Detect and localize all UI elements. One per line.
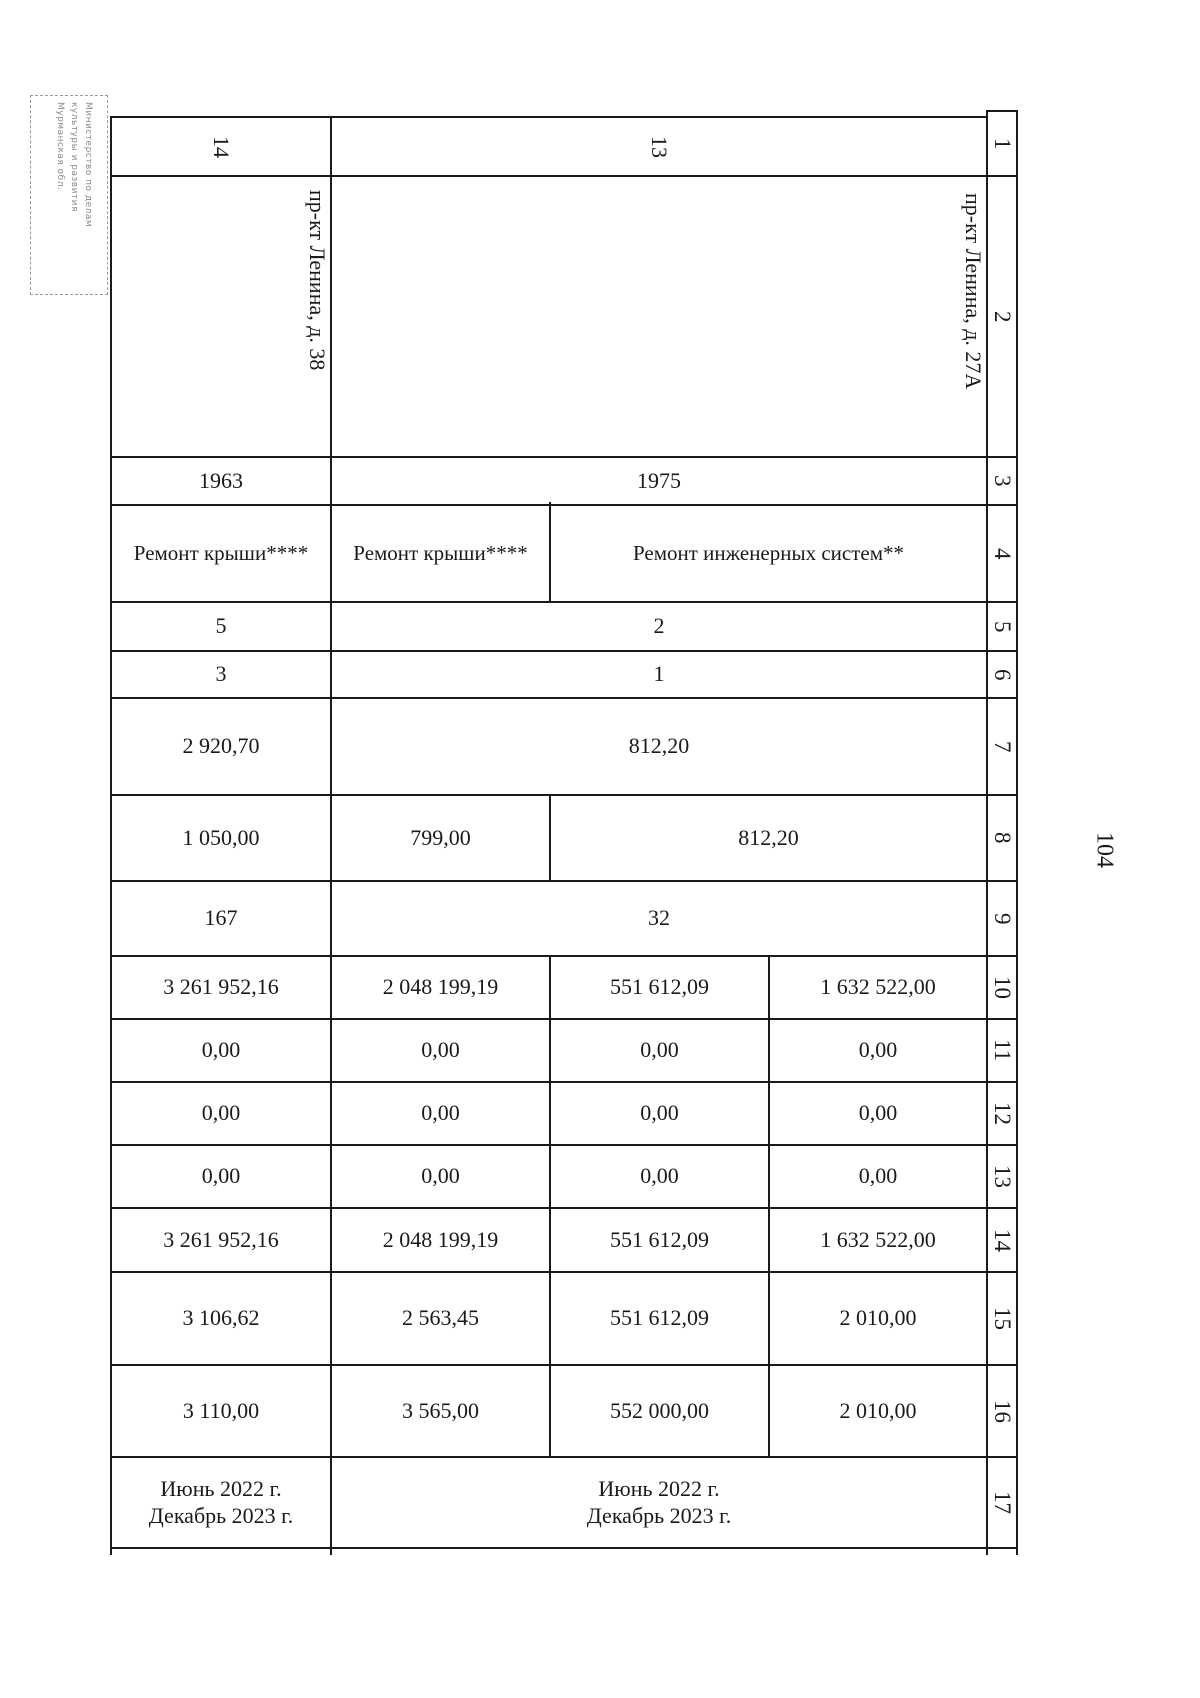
- page-number: 104: [1091, 832, 1118, 868]
- area-cell: 812,20: [628, 733, 690, 759]
- area-cell: 799,00: [410, 824, 471, 850]
- cost-cell: 3 261 952,16: [163, 974, 279, 1000]
- cost-cell: 0,00: [201, 1163, 241, 1189]
- row-number: 17: [990, 1491, 1015, 1514]
- unit-cost-cell: 3 106,62: [182, 1305, 260, 1331]
- row-number: 11: [990, 1039, 1015, 1062]
- unit-cost-cell: 3 565,00: [402, 1397, 479, 1423]
- item-number: 14: [209, 135, 234, 158]
- registration-stamp: [30, 95, 108, 295]
- table-border-right: [1016, 110, 1018, 1555]
- cost-cell: 0,00: [421, 1100, 460, 1126]
- row-divider: [110, 175, 1018, 177]
- row-number: 10: [990, 976, 1015, 999]
- row-number: 4: [990, 547, 1015, 560]
- cost-cell: 551 612,09: [610, 1226, 709, 1252]
- cost-cell: 2 048 199,19: [382, 1226, 499, 1252]
- cost-cell: 0,00: [858, 1037, 898, 1063]
- row-number: 13: [990, 1165, 1015, 1188]
- cost-cell: 551 612,09: [610, 974, 709, 1000]
- cost-cell: 1 632 522,00: [820, 1226, 936, 1252]
- schedule-cell: [332, 1458, 986, 1547]
- repair-type-cell: Ремонт крыши****: [353, 540, 528, 565]
- residents-cell: 167: [204, 905, 238, 931]
- repair-type-cell: Ремонт инженерных систем**: [632, 540, 905, 565]
- area-cell: 812,20: [738, 824, 799, 850]
- cost-cell: 0,00: [640, 1037, 679, 1063]
- cost-cell: 0,00: [640, 1163, 679, 1189]
- row-number: 7: [990, 740, 1015, 753]
- unit-cost-cell: 2 010,00: [839, 1305, 917, 1331]
- row-number: 14: [990, 1228, 1015, 1252]
- area-cell: 2 920,70: [182, 733, 260, 759]
- row-number: 15: [990, 1307, 1015, 1330]
- year-cell: 1963: [199, 467, 243, 493]
- cost-cell: 0,00: [201, 1100, 241, 1126]
- floors-cell: 5: [215, 613, 227, 639]
- end-date: Декабрь 2023 г.: [586, 1502, 732, 1528]
- unit-cost-cell: 3 110,00: [182, 1397, 260, 1423]
- cost-cell: 3 261 952,16: [163, 1226, 279, 1252]
- row-number: 8: [990, 832, 1015, 844]
- start-date: Июнь 2022 г.: [160, 1476, 282, 1502]
- unit-cost-cell: 551 612,09: [610, 1305, 709, 1331]
- end-date: Декабрь 2023 г.: [148, 1502, 294, 1528]
- cost-cell: 0,00: [858, 1163, 898, 1189]
- row-number: 16: [990, 1399, 1015, 1423]
- unit-cost-cell: 2 010,00: [839, 1397, 917, 1423]
- unit-cost-cell: 552 000,00: [610, 1397, 709, 1423]
- row-number: 9: [990, 912, 1015, 925]
- cost-cell: 0,00: [201, 1037, 241, 1063]
- area-cell: 1 050,00: [182, 824, 260, 850]
- stamp-line: культуры и развития: [69, 102, 79, 212]
- cost-cell: 0,00: [421, 1163, 460, 1189]
- row-number: 3: [990, 475, 1015, 487]
- cost-cell: 0,00: [421, 1037, 460, 1063]
- row-number: 1: [990, 137, 1015, 150]
- item-number: 13: [647, 135, 672, 158]
- floors-cell: 2: [653, 613, 665, 639]
- address-cell: пр-кт Ленина, д. 38: [305, 189, 330, 371]
- stamp-line: Мурманская обл.: [55, 102, 65, 191]
- entrances-cell: 3: [215, 661, 227, 687]
- table-border-bottom: [110, 1547, 1018, 1549]
- residents-cell: 32: [648, 905, 670, 931]
- stamp-line: Министерство по делам: [83, 102, 93, 228]
- cost-cell: 1 632 522,00: [820, 974, 936, 1000]
- start-date: Июнь 2022 г.: [598, 1476, 720, 1502]
- cost-cell: 0,00: [640, 1100, 679, 1126]
- cost-cell: 0,00: [858, 1100, 898, 1126]
- row-number: 2: [990, 310, 1015, 323]
- row-number: 12: [990, 1102, 1015, 1125]
- schedule-cell: [112, 1458, 330, 1547]
- repair-type-cell: Ремонт крыши****: [133, 540, 309, 565]
- row-number: 6: [990, 668, 1015, 681]
- cost-cell: 2 048 199,19: [382, 974, 499, 1000]
- address-cell: пр-кт Ленина, д. 27А: [961, 192, 986, 390]
- row-number: 5: [990, 620, 1015, 633]
- unit-cost-cell: 2 563,45: [402, 1305, 479, 1331]
- entrances-cell: 1: [653, 661, 665, 687]
- year-cell: 1975: [637, 467, 681, 493]
